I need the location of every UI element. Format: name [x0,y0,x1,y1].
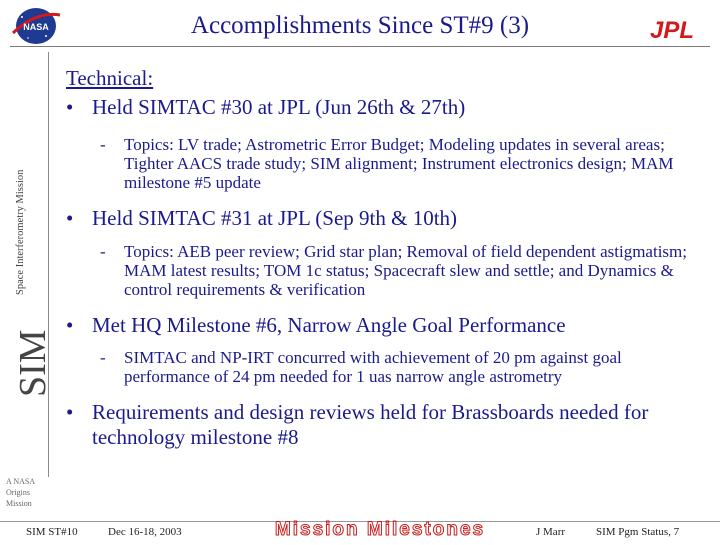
origins-line: Origins [6,488,30,497]
sub-text: Topics: AEB peer review; Grid star plan; Removal of field dependent astigmatism; MAM latest results; TOM 1c status; Spacecraft slew and settle; and Dynamics & control requirements & verification [124,242,687,299]
svg-text:Mission Milestones: Mission Milestones [274,519,486,540]
sub-marker: - [100,348,106,367]
footer-dates: Dec 16-18, 2003 [108,526,182,538]
bullet-marker: • [66,95,74,119]
sub-item [100,135,700,192]
bullet-item [66,313,706,338]
origins-line: A NASA [6,477,36,486]
sub-marker: - [100,242,106,261]
jpl-logo [638,17,706,41]
svg-text:NASA: NASA [23,22,49,32]
bullet-item [66,95,706,120]
sub-text: Topics: LV trade; Astrometric Error Budget; Modeling updates in several areas; Tighter AACS trade study; SIM alignment; Instrument electronics design; MAM milestone #5 update [124,135,674,192]
bullet-item [66,206,706,231]
bullet-text: Held SIMTAC #31 at JPL (Sep 9th & 10th) [92,206,458,230]
bullet-marker: • [66,206,74,230]
header-divider [10,46,710,47]
mission-tagline: Space Interferometry Mission [15,169,26,295]
sub-marker: - [100,135,106,154]
sub-item [100,242,700,299]
footer-page-label: SIM Pgm Status, 7 [596,526,680,538]
left-rail-divider [48,52,49,477]
bullet-text: Requirements and design reviews held for Brassboards needed for technology milestone #8 [92,400,649,449]
bullet-text: Met HQ Milestone #6, Narrow Angle Goal Performance [92,313,566,337]
sub-text: SIMTAC and NP-IRT concurred with achievement of 20 pm against goal performance of 24 pm needed for 1 uas narrow angle astrometry [124,348,622,386]
origins-line: Mission [6,499,32,508]
page-title: Accomplishments Since ST#9 (3) [190,12,530,39]
footer-meeting: SIM ST#10 [26,526,78,538]
footer-presenter: J Marr [536,526,566,538]
bullet-marker: • [66,400,74,424]
mission-milestones-banner [232,518,528,540]
bullet-marker: • [66,313,74,337]
bullet-item [66,400,706,450]
sim-wordmark: SIM [12,329,54,397]
origins-mission-label [6,476,48,509]
bullet-text: Held SIMTAC #30 at JPL (Jun 26th & 27th) [92,95,466,119]
sub-item [100,348,700,386]
svg-text:JPL: JPL [649,17,695,41]
section-label: Technical: [66,66,154,90]
